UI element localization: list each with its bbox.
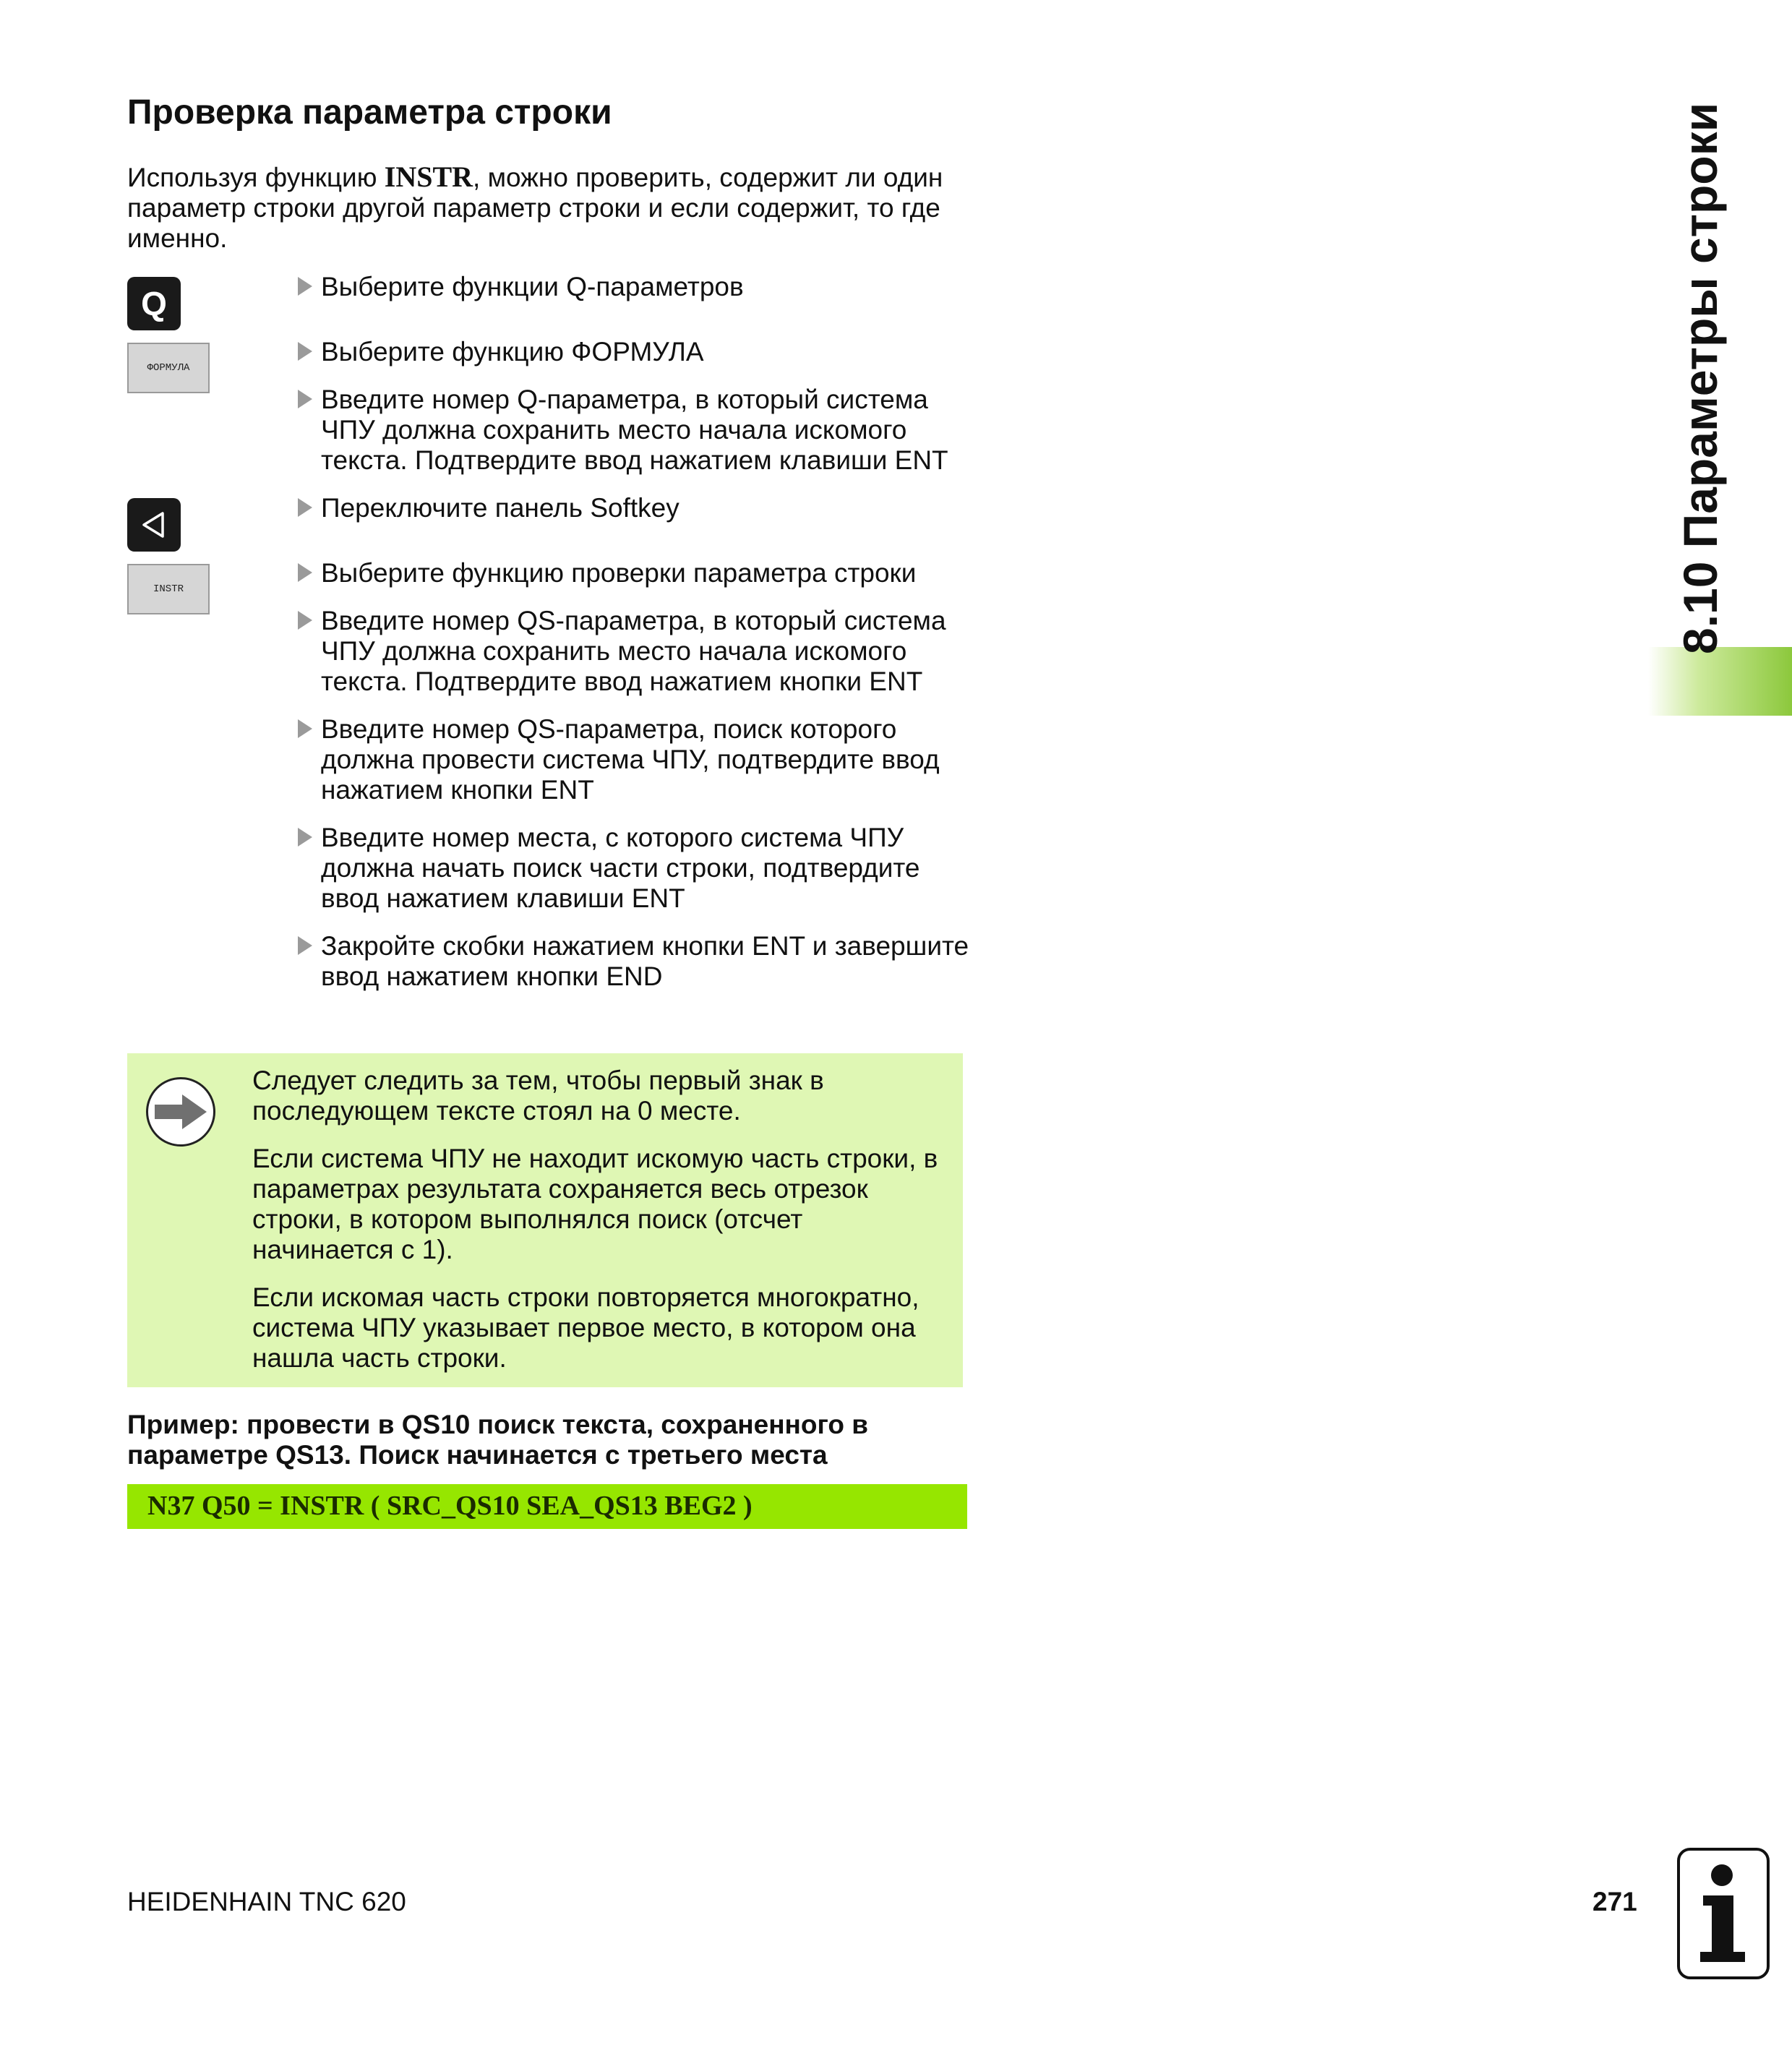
step-item [298, 385, 977, 476]
step-text: Введите номер QS-параметра, поиск которого должна провести система ЧПУ, подтвердите ввод нажатием кнопки ENT [321, 714, 940, 805]
triangle-bullet-icon [298, 936, 312, 955]
formula-softkey [127, 343, 210, 393]
step-text: Выберите функцию ФОРМУЛА [321, 337, 704, 367]
note-paragraph: Если искомая часть строки повторяется многократно, система ЧПУ указывает первое место, в котором она нашла часть строки. [252, 1282, 919, 1373]
q-key-label: Q [141, 285, 167, 322]
triangle-bullet-icon [298, 828, 312, 847]
note-paragraph: Следует следить за тем, чтобы первый знак в последующем тексте стоял на 0 месте. [252, 1066, 824, 1126]
note-paragraph: Если система ЧПУ не находит искомую часть строки, в параметрах результата сохраняется весь отрезок строки, в котором выполнялся поиск (отсчет начинается с 1). [252, 1144, 938, 1264]
step-text: Введите номер места, с которого система ЧПУ должна начать поиск части строки, подтвердите ввод нажатием клавиши ENT [321, 823, 920, 913]
triangle-bullet-icon [298, 563, 312, 582]
triangle-bullet-icon [298, 277, 312, 296]
arrow-right-icon [146, 1077, 215, 1147]
step-text: Выберите функцию проверки параметра строки [321, 558, 917, 588]
intro-function-name: INSTR [384, 160, 473, 193]
code-line-box [127, 1484, 967, 1529]
arrow-left-icon [138, 509, 170, 541]
formula-softkey-label: ФОРМУЛА [147, 362, 190, 374]
section-heading: Проверка параметра строки [127, 93, 612, 132]
step-item [298, 823, 977, 914]
intro-paragraph [127, 162, 966, 254]
q-key-button [127, 277, 181, 330]
chapter-title: 8.10 Параметры строки [1673, 102, 1727, 654]
triangle-bullet-icon [298, 611, 312, 630]
code-line: N37 Q50 = INSTR ( SRC_QS10 SEA_QS13 BEG2 ) [147, 1491, 753, 1521]
example-caption: Пример: провести в QS10 поиск текста, сохраненного в параметре QS13. Поиск начинается с третьего места [127, 1410, 869, 1470]
triangle-bullet-icon [298, 342, 312, 361]
step-text: Выберите функции Q-параметров [321, 272, 744, 301]
info-icon [1677, 1848, 1770, 1979]
step-text: Введите номер Q-параметра, в который система ЧПУ должна сохранить место начала искомого текста. Подтвердите ввод нажатием клавиши ENT [321, 385, 948, 475]
step-item [298, 558, 977, 588]
footer-product: HEIDENHAIN TNC 620 [127, 1887, 406, 1916]
step-item [298, 714, 977, 805]
step-text: Введите номер QS-параметра, в который система ЧПУ должна сохранить место начала искомого текста. Подтвердите ввод нажатием кнопки ENT [321, 606, 946, 696]
step-item [298, 337, 977, 367]
triangle-bullet-icon [298, 390, 312, 408]
step-text: Переключите панель Softkey [321, 493, 679, 523]
intro-before: Используя функцию [127, 163, 385, 192]
page-number: 271 [1592, 1887, 1637, 1916]
instr-softkey-label: INSTR [153, 583, 184, 595]
triangle-bullet-icon [298, 498, 312, 517]
chapter-marker-band [1648, 647, 1792, 716]
step-item [298, 931, 977, 992]
intro-after: , можно проверить, содержит ли один параметр строки другой параметр строки и если содержит, то где именно. [127, 163, 943, 253]
step-item [298, 493, 977, 523]
step-item [298, 606, 977, 697]
triangle-bullet-icon [298, 719, 312, 738]
step-text: Закройте скобки нажатием кнопки ENT и завершите ввод нажатием кнопки END [321, 931, 969, 991]
step-item [298, 272, 977, 302]
arrow-left-key [127, 498, 181, 552]
instr-softkey [127, 564, 210, 614]
